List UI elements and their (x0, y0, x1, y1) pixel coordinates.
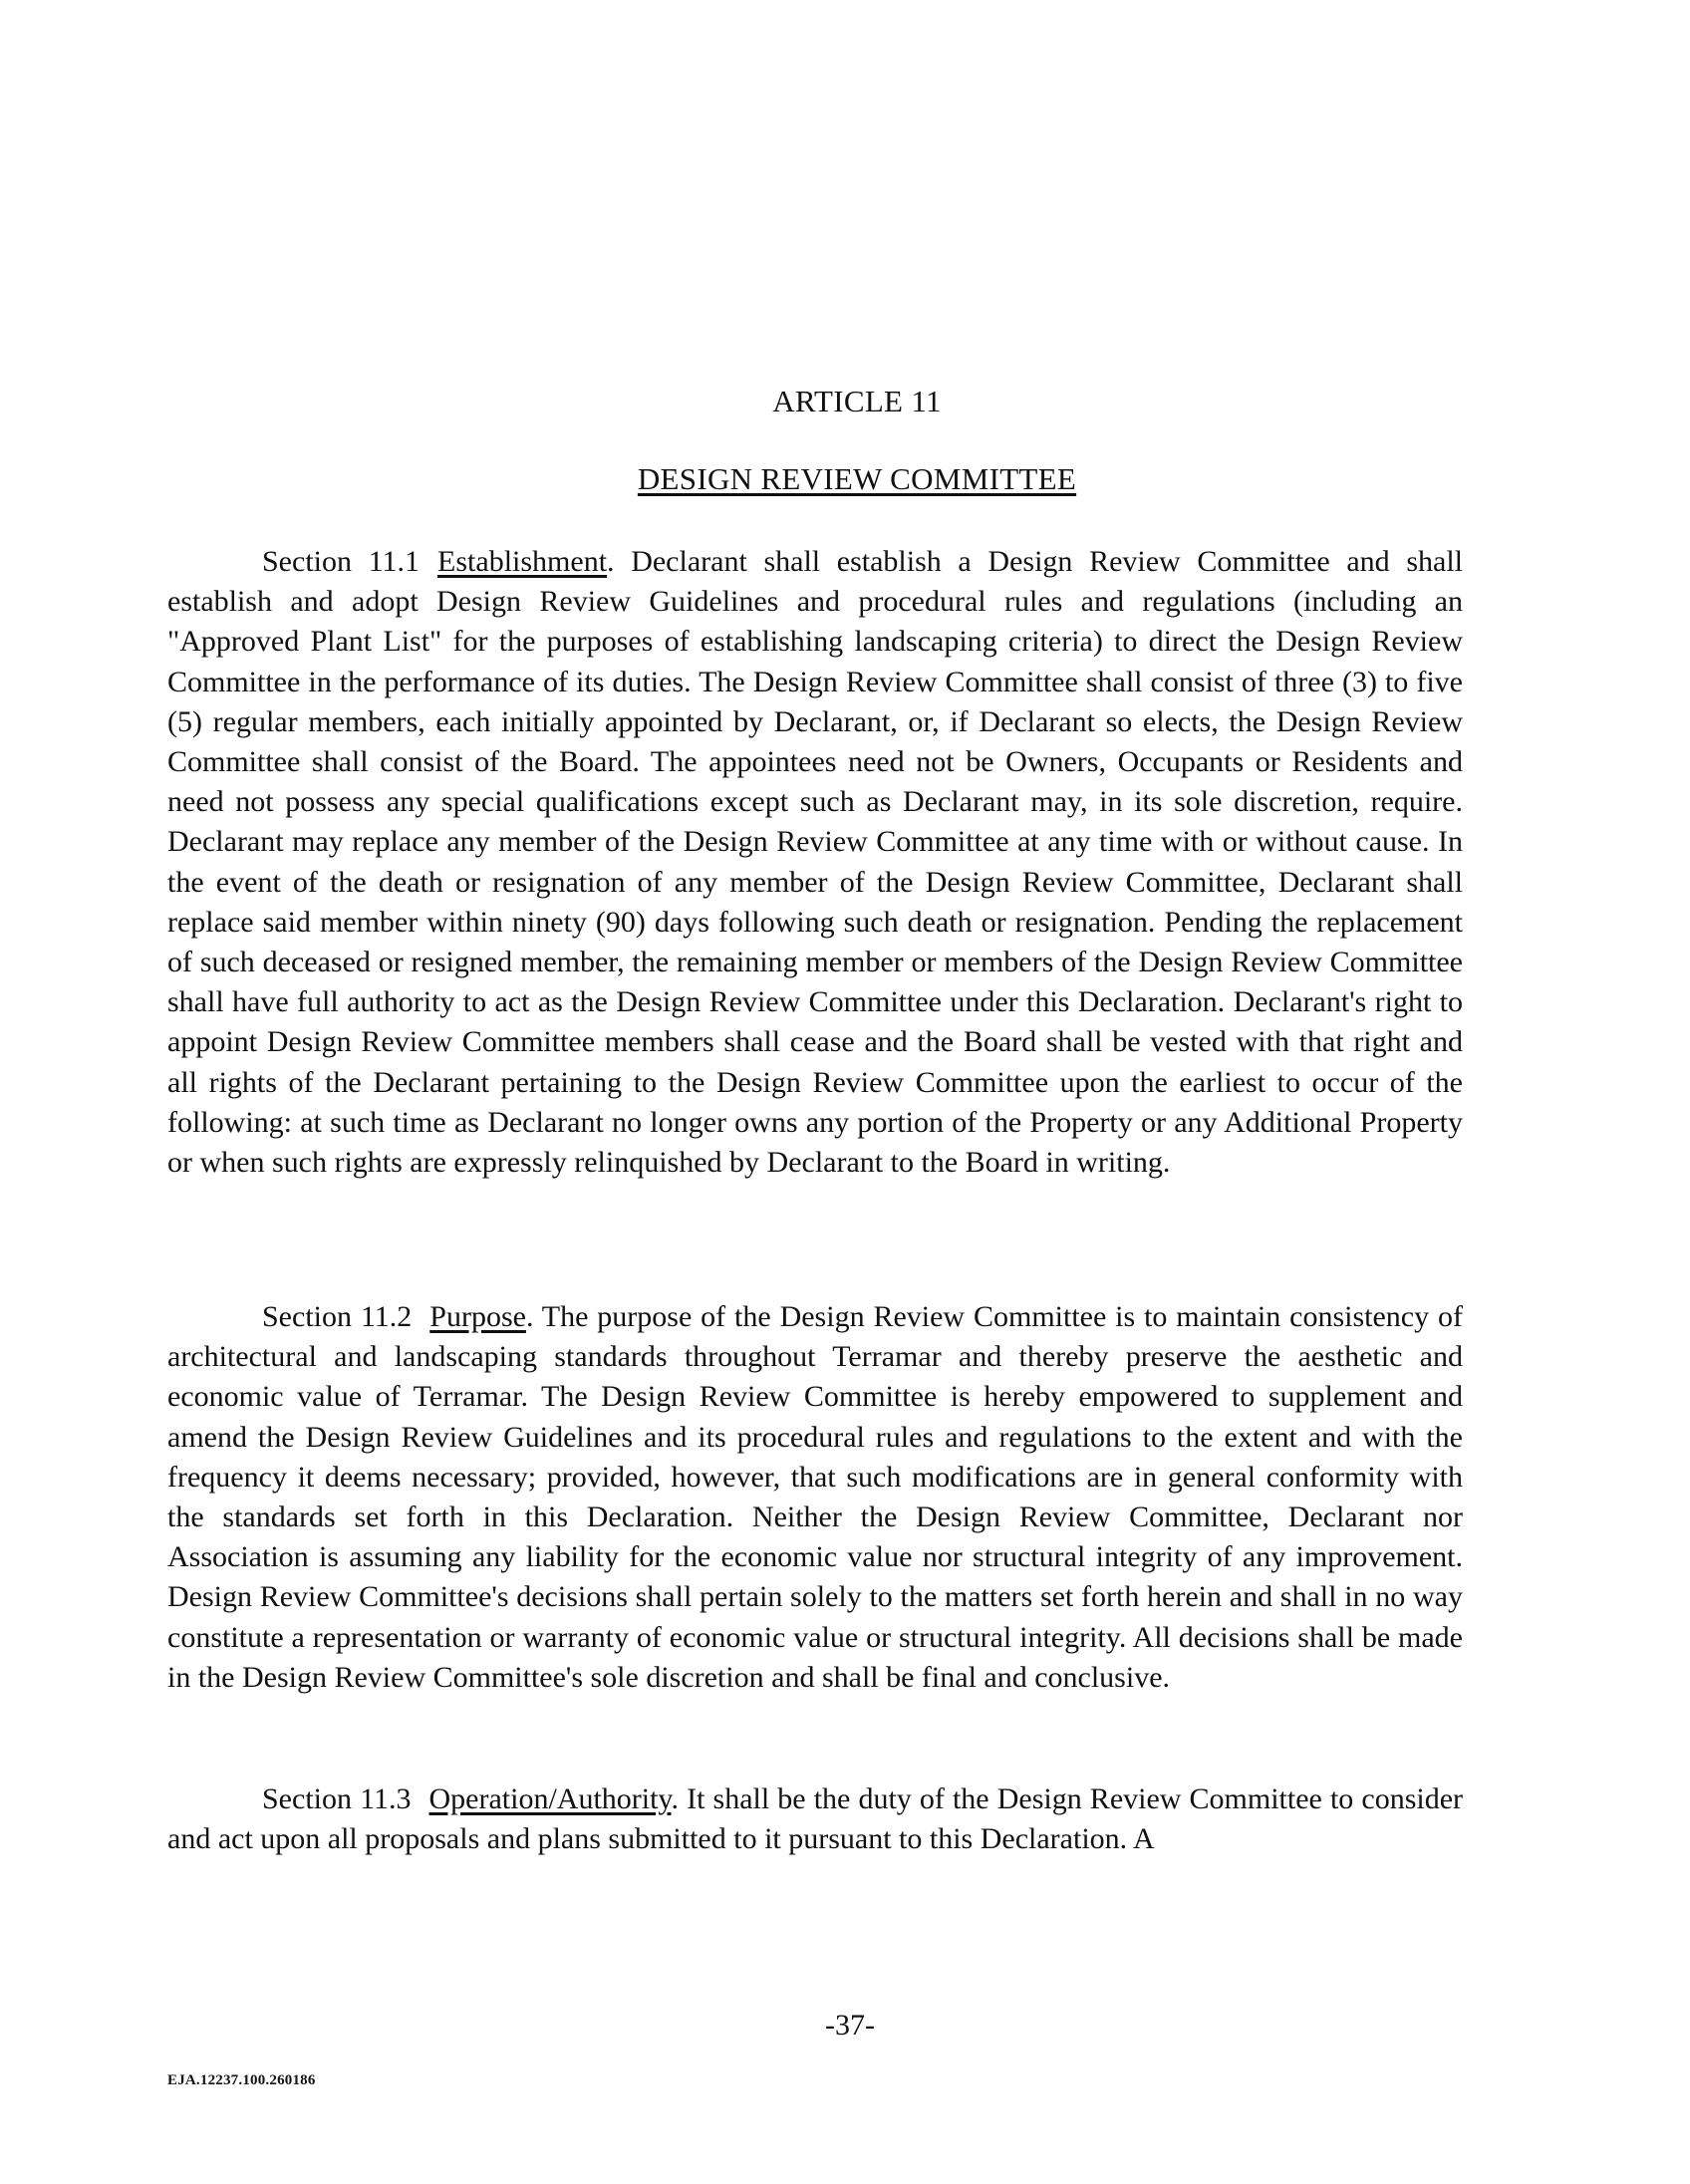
section-body: Declarant shall establish a Design Review Committee and shall establish and adopt Design Review Guidelines and procedural rules and regulations (including an "Approved Plant List" for the purposes of establishing landscaping criteria) to direct the Design Review Committee in the performance of its duties. The Design Review Committee shall consist of three (3) to five (5) regular members, each initially appointed by Declarant, or, if Declarant so elects, the Design Review Committee shall consist of the Board. The appointees need not be Owners, Occupants or Residents and need not possess any special qualifications except such as Declarant may, in its sole discretion, require. Declarant may replace any member of the Design Review Committee at any time with or without cause. In the event of the death or resignation of any member of the Design Review Committee, Declarant shall replace said member within ninety (90) days following such death or resignation. Pending the replacement of such deceased or resigned member, the remaining member or members of the Design Review Committee shall have full authority to act as the Design Review Committee under this Declaration. Declarant's right to appoint Design Review Committee members shall cease and the Board shall be vested with that right and all rights of the Declarant pertaining to the Design Review Committee upon the earliest to occur of the following: at such time as Declarant no longer owns any portion of the Property or any Additional Property or when such rights are expressly relinquished by Declarant to the Board in writing. (167, 545, 1463, 1180)
section-paragraph (167, 1779, 1463, 1859)
section-label: Section 11.2 (262, 1300, 413, 1333)
section-label: Section 11.3 (262, 1782, 412, 1815)
article-title (12, 461, 1690, 497)
section-title-punct: . (525, 1300, 534, 1333)
section-title-punct: . (607, 545, 615, 578)
section-body: The purpose of the Design Review Committee is to maintain consistency of architectural and landscaping standards throughout Terramar and thereby preserve the aesthetic and economic value of Terramar. The Design Review Committee is hereby empowered to supplement and amend the Design Review Guidelines and its procedural rules and regulations to the extent and with the frequency it deems necessary; provided, however, that such modifications are in general conformity with the standards set forth in this Declaration. Neither the Design Review Committee, Declarant nor Association is assuming any liability for the economic value nor structural integrity of any improvement. Design Review Committee's decisions shall pertain solely to the matters set forth herein and shall in no way constitute a representation or warranty of economic value or structural integrity. All decisions shall be made in the Design Review Committee's sole discretion and shall be final and conclusive. (167, 1300, 1463, 1694)
section-paragraph (167, 1297, 1463, 1698)
section-label: Section 11.1 (262, 545, 421, 578)
section-title: Establishment (437, 545, 608, 578)
page-number: -37- (825, 2009, 875, 2042)
section-paragraph (167, 542, 1463, 1183)
section-title-punct: . (671, 1782, 679, 1815)
section-title: Operation/Authority (428, 1782, 672, 1815)
article-title-text: DESIGN REVIEW COMMITTEE (637, 461, 1077, 496)
article-number: ARTICLE 11 (772, 384, 942, 418)
section-body: It shall be the duty of the Design Review Committee to consider and act upon all proposals and plans submitted to it pursuant to this Declaration. A (167, 1782, 1464, 1856)
document-id: EJA.12237.100.260186 (167, 2072, 316, 2088)
section-title: Purpose (429, 1300, 526, 1333)
